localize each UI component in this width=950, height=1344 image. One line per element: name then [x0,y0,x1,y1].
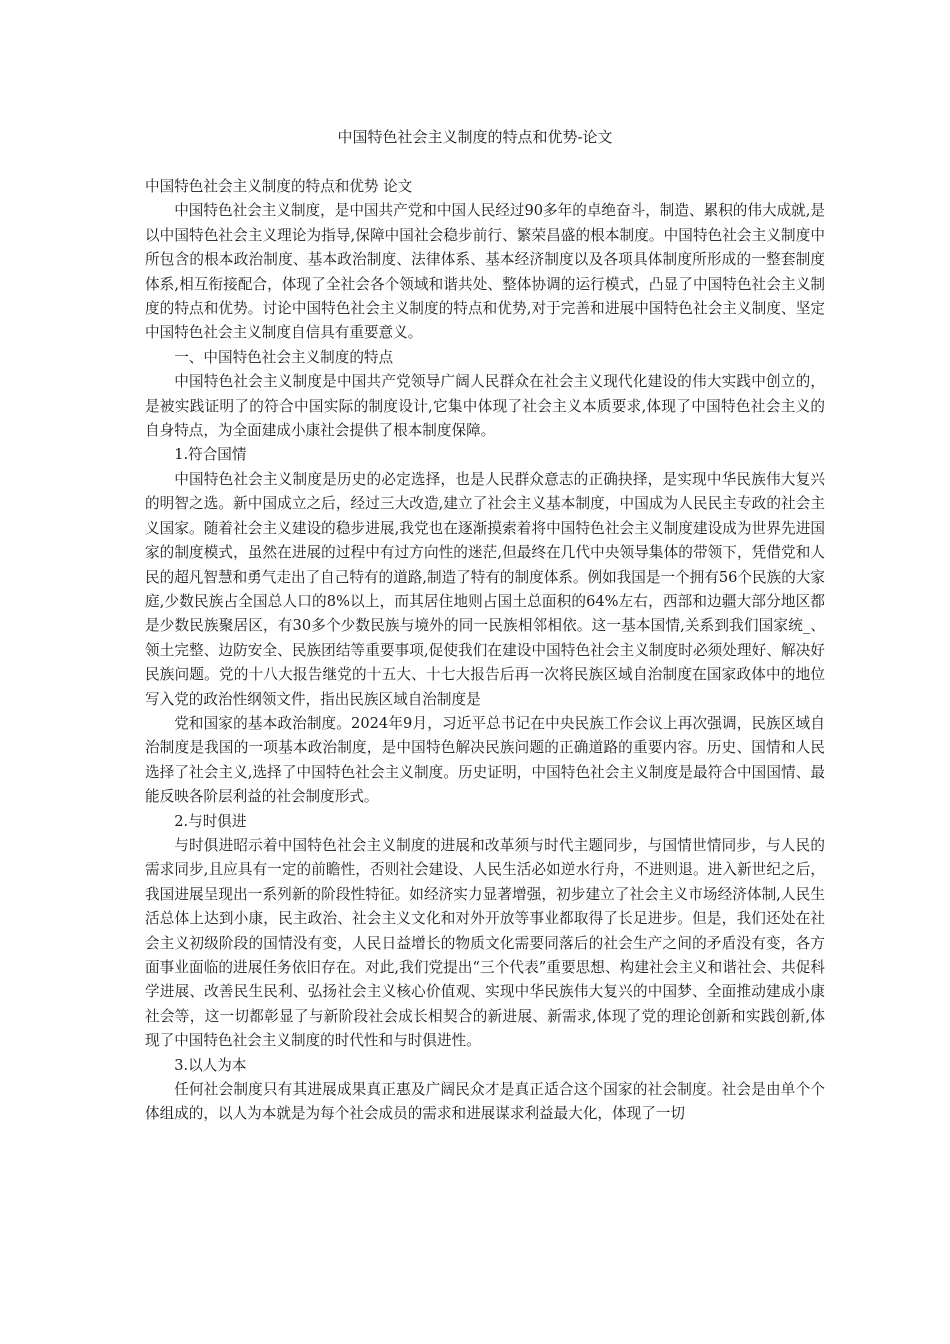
paragraph-keep-pace: 与时俱进昭示着中国特色社会主义制度的进展和改革须与时代主题同步，与国情世情同步，与人民的需求同步,且应具有一定的前瞻性，否则社会建设、人民生活必如逆水行舟，不进则退。进入新世纪之后，我国进展呈现出一系列新的阶段性特征。如经济实力显著增强，初步建立了社会主义市场经济体制,人民生活总体上达到小康，民主政治、社会主义文化和对外开放等事业都取得了长足进步。但是，我们还处在社会主义初级阶段的国情没有变，人民日益增长的物质文化需要同落后的社会生产之间的矛盾没有变，各方面事业面临的进展任务依旧存在。对此,我们党提出“三个代表”重要思想、构建社会主义和谐社会、共促科学进展、改善民生民利、弘扬社会主义核心价值观、实现中华民族伟大复兴的中国梦、全面推动建成小康社会等，这一切都彰显了与新阶段社会成长相契合的新进展、新需求,体现了党的理论创新和实践创新,体现了中国特色社会主义制度的时代性和与时俱进性。 [145,836,825,1050]
paragraph-basic-political-system: 党和国家的基本政治制度。2024年9月，习近平总书记在中央民族工作会议上再次强调，民族区域自治制度是我国的一项基本政治制度，是中国特色解决民族问题的正确道路的重要内容。历史、国情和人民选择了社会主义,选择了中国特色社会主义制度。历史证明，中国特色社会主义制度是最符合中国国情、最能反映各阶层利益的社会制度形式。 [145,714,825,806]
subheading-national-conditions: 1.符合国情 [174,446,247,464]
section-heading-features: 一、中国特色社会主义制度的特点 [174,348,394,366]
document-subtitle: 中国特色社会主义制度的特点和优势 论文 [145,178,413,195]
paragraph-features: 中国特色社会主义制度是中国共产党领导广阔人民群众在社会主义现代化建设的伟大实践中创立的，是被实践证明了的符合中国实际的制度设计,它集中体现了社会主义本质要求,体现了中国特色社会主义的自身特点，为全面建成小康社会提供了根本制度保障。 [145,373,825,440]
paragraph-intro: 中国特色社会主义制度，是中国共产党和中国人民经过90多年的卓绝奋斗，制造、累积的伟大成就,是以中国特色社会主义理论为指导,保障中国社会稳步前行、繁荣昌盛的根本制度。中国特色社会主义制度中所包含的根本政治制度、基本政治制度、法律体系、基本经济制度以及各项具体制度所形成的一整套制度体系,相互衔接配合，体现了全社会各个领域和谐共处、整体协调的运行模式，凸显了中国特色社会主义制度的特点和优势。讨论中国特色社会主义制度的特点和优势,对于完善和进展中国特色社会主义制度、坚定中国特色社会主义制度自信具有重要意义。 [145,202,825,342]
paragraph-people-oriented: 任何社会制度只有其进展成果真正惠及广阔民众才是真正适合这个国家的社会制度。社会是由单个个体组成的，以人为本就是为每个社会成员的需求和进展谋求利益最大化，体现了一切 [145,1081,825,1123]
subheading-keep-pace: 2.与时俱进 [174,812,247,830]
document-body [145,175,825,1127]
document-title: 中国特色社会主义制度的特点和优势-论文 [337,128,613,146]
paragraph-national-conditions: 中国特色社会主义制度是历史的必定选择，也是人民群众意志的正确抉择，是实现中华民族伟大复兴的明智之选。新中国成立之后，经过三大改造,建立了社会主义基本制度，中国成为人民民主专政的社会主义国家。随着社会主义建设的稳步进展,我党也在逐渐摸索着将中国特色社会主义制度建设成为世界先进国家的制度模式，虽然在进展的过程中有过方向性的迷茫,但最终在几代中央领导集体的带领下，凭借党和人民的超凡智慧和勇气走出了自己特有的道路,制造了特有的制度体系。例如我国是一个拥有56个民族的大家庭,少数民族占全国总人口的8%以上，而其居住地则占国土总面积的64%左右，西部和边疆大部分地区都是少数民族聚居区，有30多个少数民族与境外的同一民族相邻相依。这一基本国情,关系到我们国家统_、领土完整、边防安全、民族团结等重要事项,促使我们在建设中国特色社会主义制度时必须处理好、解决好民族问题。党的十八大报告继党的十五大、十七大报告后再一次将民族区域自治制度在国家政体中的地位写入党的政治性纲领文件，指出民族区域自治制度是 [145,470,825,708]
subheading-people-oriented: 3.以人为本 [174,1056,247,1074]
